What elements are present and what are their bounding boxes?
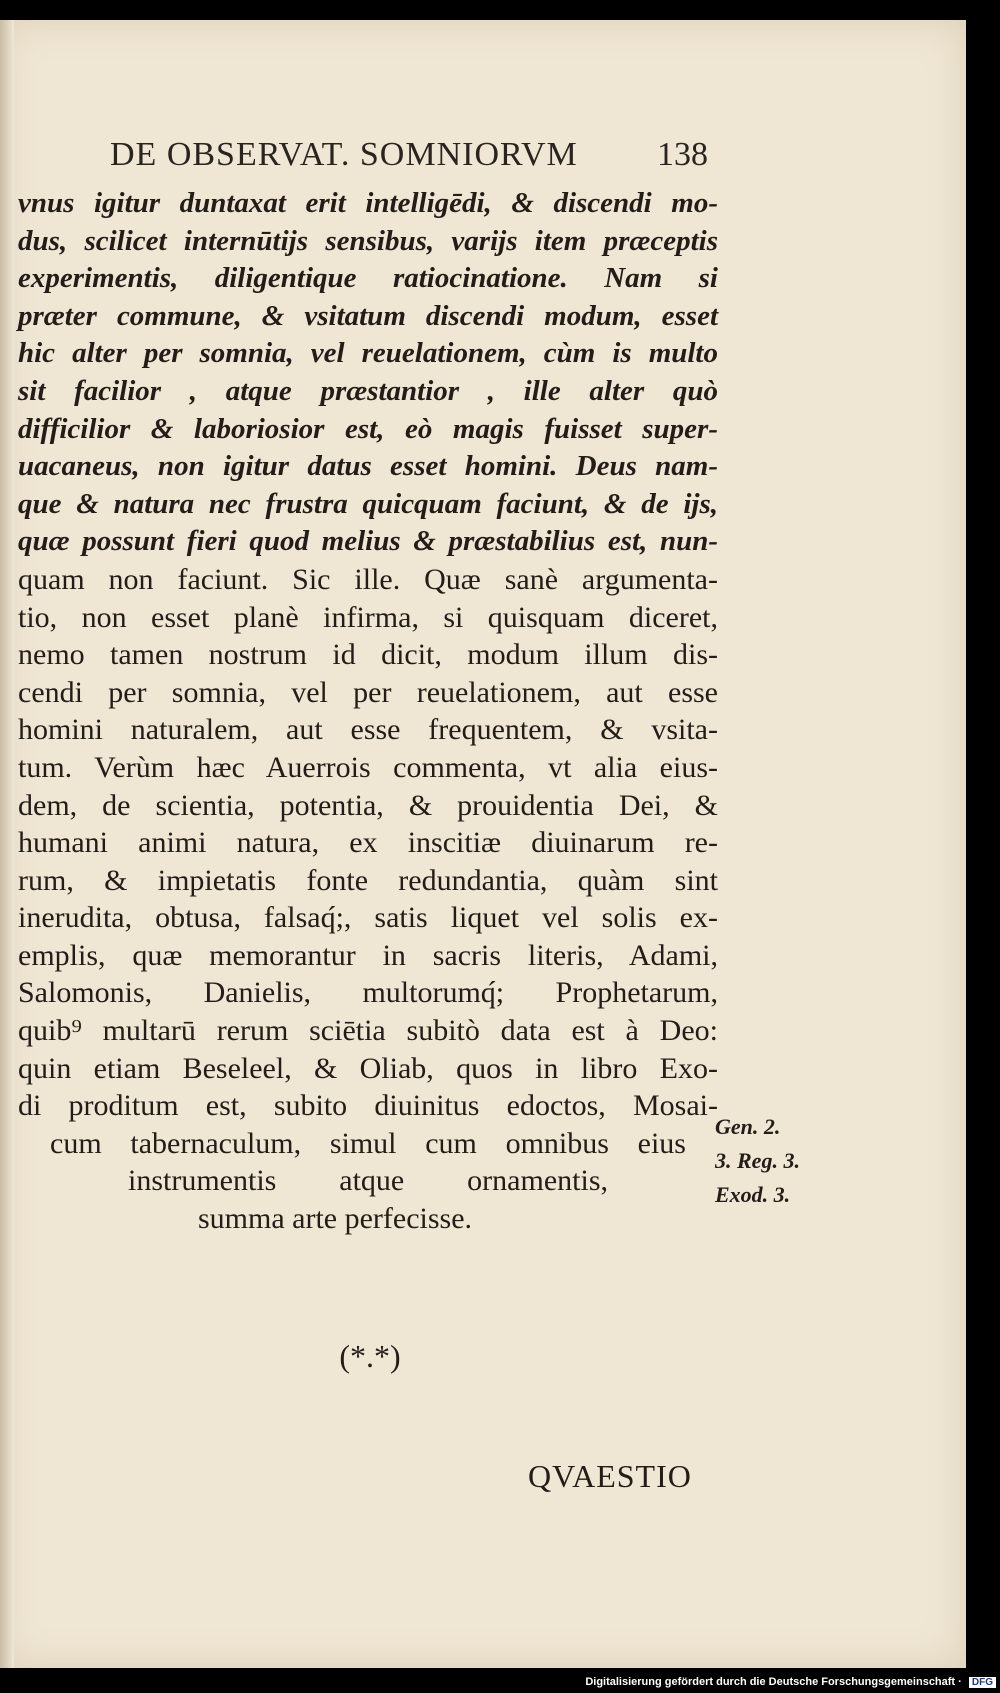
text-line: homini naturalem, aut esse frequentem, & vsita- — [18, 713, 718, 747]
margin-note: Gen. 2. — [715, 1114, 781, 1139]
text-line: cendi per somnia, vel per reuelationem, aut esse — [18, 675, 718, 709]
margin-notes — [715, 1110, 825, 1212]
text-line: summa arte perfecisse. — [198, 1202, 473, 1236]
text-line: tio, non esset planè infirma, si quisquam diceret, — [18, 600, 718, 634]
footer-credit — [0, 1676, 996, 1688]
text-line: inerudita, obtusa, falsaq́;, satis liquet vel solis ex- — [18, 901, 718, 935]
text-line: quam non faciunt. Sic ille. Quæ sanè argumenta- — [18, 562, 718, 596]
margin-note: 3. Reg. 3. — [715, 1148, 800, 1173]
text-line: rum, & impietatis fonte redundantia, quàm sint — [18, 863, 718, 897]
running-head: DE OBSERVAT. SOMNIORVM — [110, 136, 578, 173]
body-text — [18, 185, 718, 1238]
text-line: quin etiam Beseleel, & Oliab, quos in libro Exo- — [18, 1051, 718, 1085]
footer-credit-text: Digitalisierung gefördert durch die Deutsche Forschungsgemeinschaft · — [585, 1676, 962, 1688]
text-line: nemo tamen nostrum id dicit, modum illum dis- — [18, 638, 718, 672]
text-line: tum. Verùm hæc Auerrois commenta, vt alia eius- — [18, 750, 718, 784]
text-line: quib⁹ multarū rerum sciētia subitò data est à Deo: — [18, 1014, 718, 1048]
text-line: vnus igitur duntaxat erit intelligēdi, & discendi mo- — [18, 187, 718, 219]
book-page — [0, 20, 966, 1668]
text-line: quæ possunt fieri quod melius & præstabilius est, nun- — [18, 525, 718, 558]
text-line: emplis, quæ memorantur in sacris literis, Adami, — [18, 938, 718, 972]
ornament-icon: (*.*) — [339, 1338, 401, 1374]
text-line: experimentis, diligentique ratiocinatione. Nam si — [18, 262, 718, 295]
text-line: uacaneus, non igitur datus esset homini. Deus nam- — [18, 450, 718, 483]
dfg-logo-icon: DFG — [969, 1677, 996, 1688]
page-edge — [0, 20, 14, 1668]
text-line: di proditum est, subito diuinitus edoctos, Mosai- — [18, 1089, 718, 1123]
text-line: dem, de scientia, potentia, & prouidentia Dei, & — [18, 788, 718, 822]
text-line: difficilior & laboriosior est, eò magis fuisset super- — [18, 412, 718, 445]
catchword: QVAESTIO — [528, 1458, 692, 1494]
page-number: 138 — [657, 136, 708, 173]
text-line: humani animi natura, ex inscitiæ diuinarum re- — [18, 826, 718, 860]
text-line: sit facilior , atque præstantior , ille alter quò — [18, 374, 718, 407]
text-line: Salomonis, Danielis, multorumq́; Prophetarum, — [18, 976, 718, 1010]
text-line: præter commune, & vsitatum discendi modum, esset — [18, 299, 718, 332]
text-line: que & natura nec frustra quicquam faciunt, & de ijs, — [18, 487, 718, 520]
text-line: dus, scilicet internūtijs sensibus, varijs item præceptis — [18, 224, 718, 257]
text-line: cum tabernaculum, simul cum omnibus eius — [50, 1126, 686, 1160]
text-line: instrumentis atque ornamentis, — [128, 1164, 608, 1198]
margin-note: Exod. 3. — [715, 1182, 791, 1207]
text-line: hic alter per somnia, vel reuelationem, cùm is multo — [18, 337, 718, 370]
